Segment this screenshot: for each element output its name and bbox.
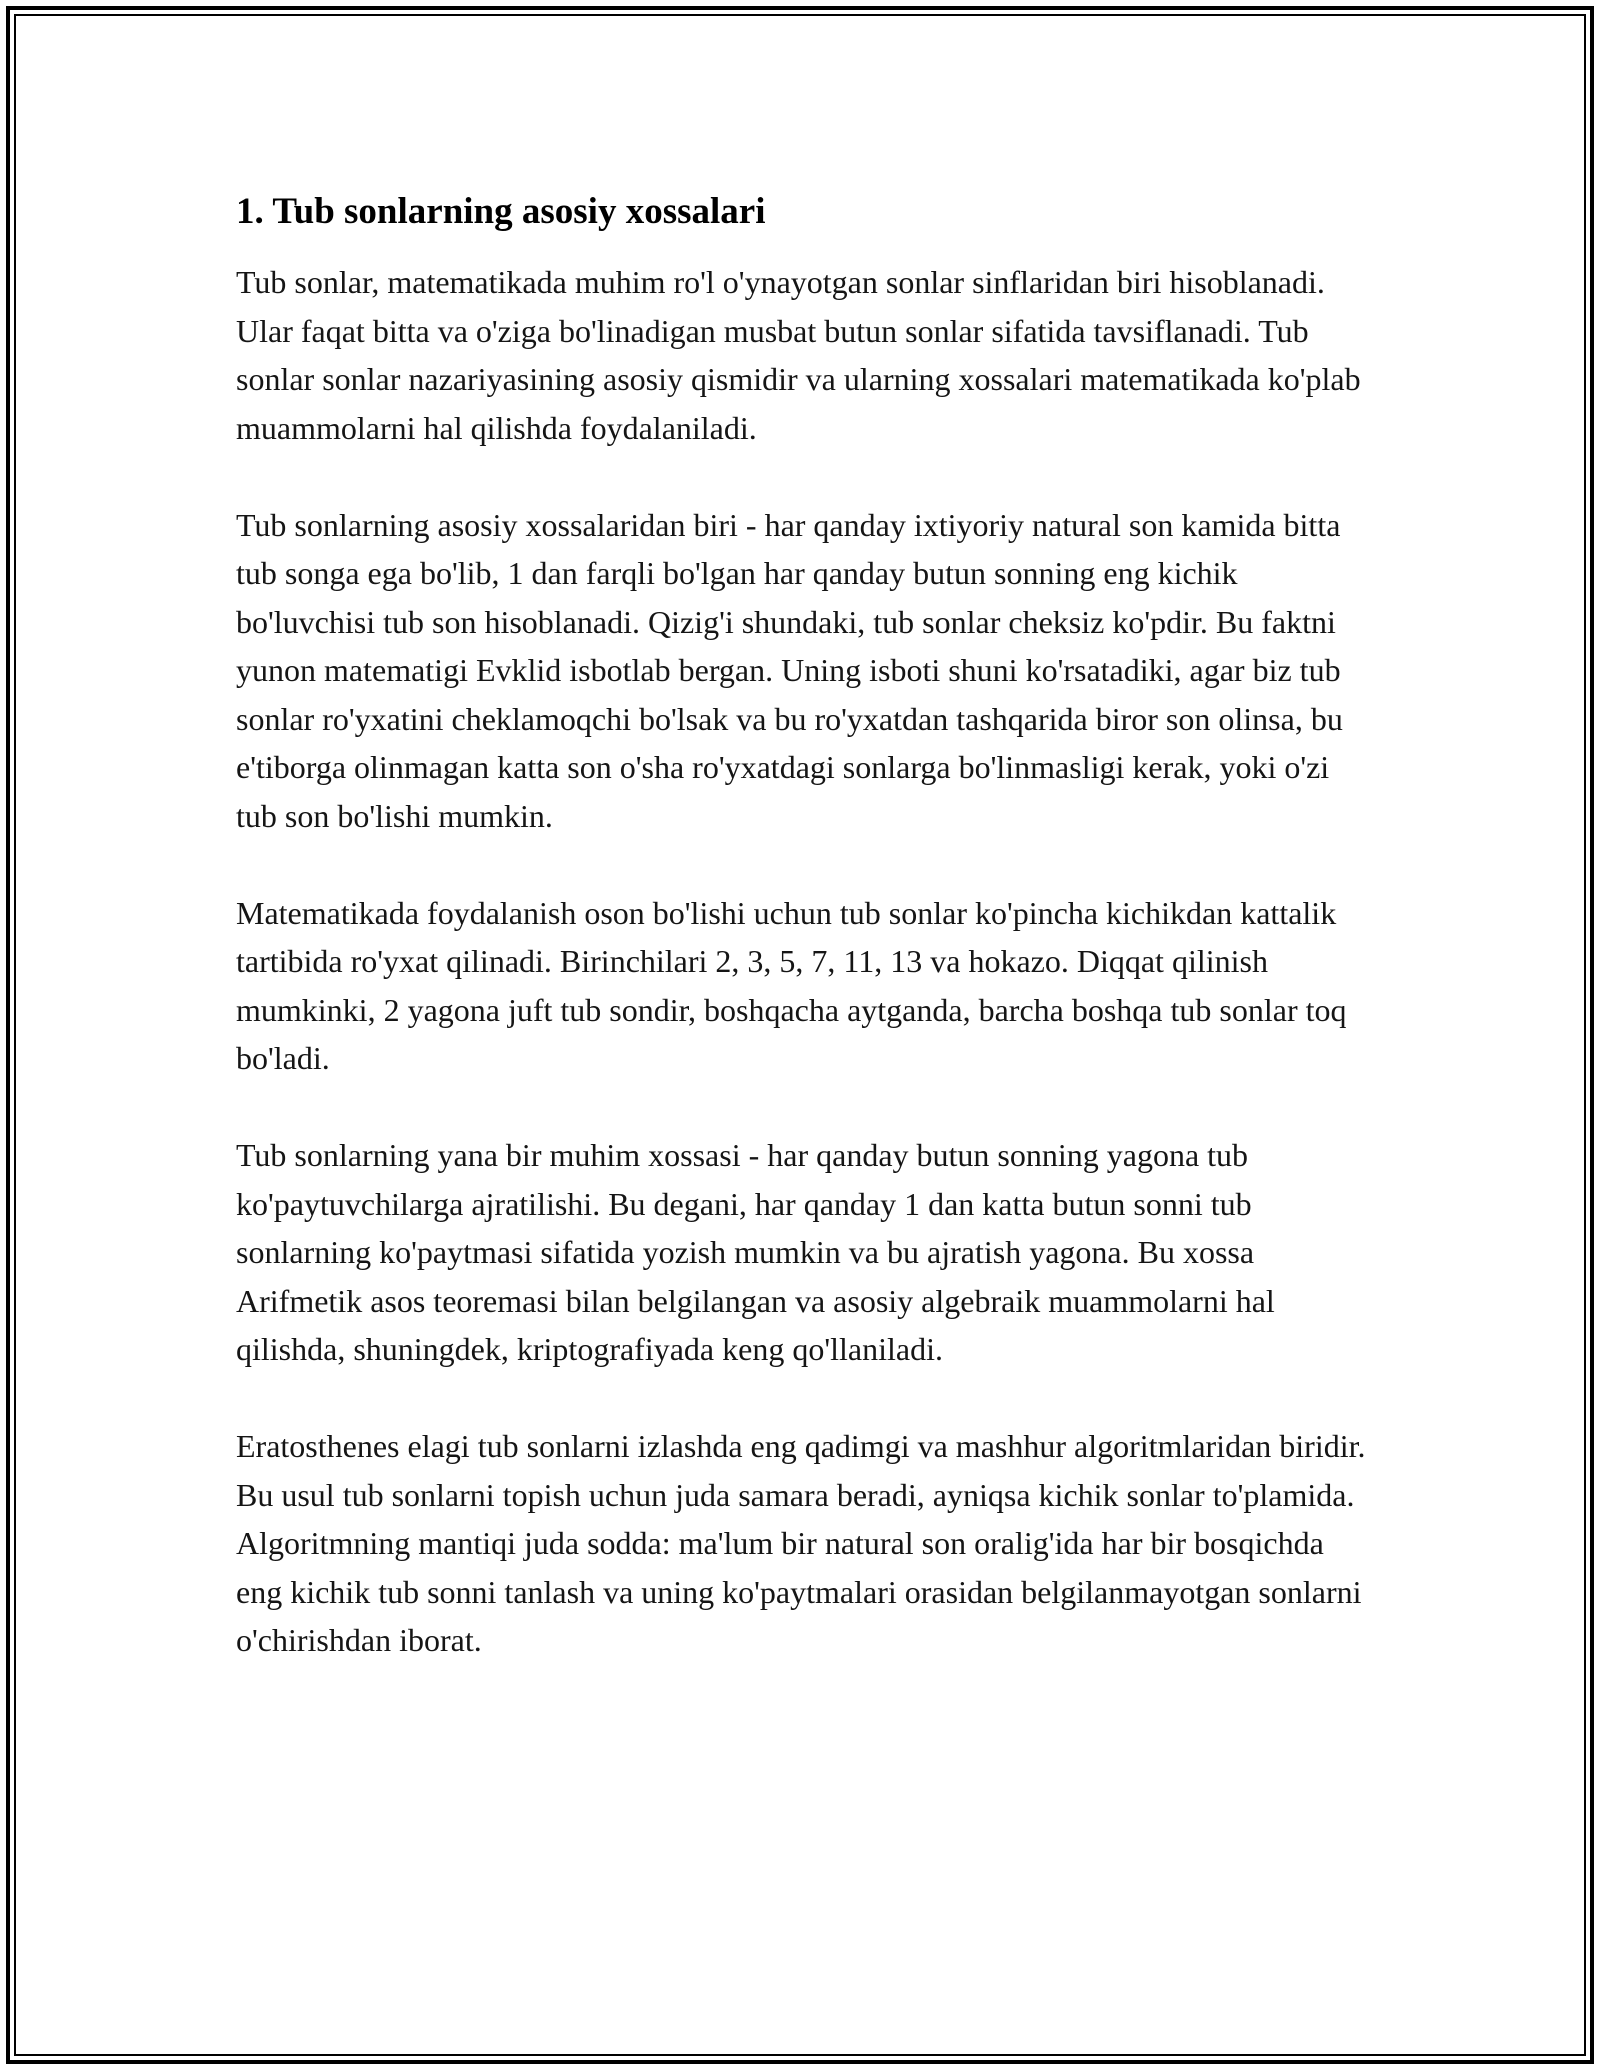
paragraph-prime-list: Matematikada foydalanish oson bo'lishi uchun tub sonlar ko'pincha kichikdan kattalik tartibida ro'yxat qilinadi. Birinchilari 2, 3, 5, 7, 11, 13 va hokazo. Diqqat qilinish mumkinki, 2 yagona juft tub sondir, boshqacha aytganda, barcha boshqa tub sonlar toq bo'ladi. (236, 894, 1347, 1076)
paragraph-unique-factorization: Tub sonlarning yana bir muhim xossasi - har qanday butun sonning yagona tub ko'paytuvchilarga ajratilishi. Bu degani, har qanday 1 dan katta butun sonni tub sonlarning ko'paytmasi sifatida yozish mumkin va bu ajratish yagona. Bu xossa Arifmetik asos teoremasi bilan belgilangan va asosiy algebraik muammolarni hal qilishda, shuningdek, kriptografiyada keng qo'llaniladi. (236, 1137, 1275, 1367)
section-heading: 1. Tub sonlarning asosiy xossalari (236, 191, 766, 232)
paragraph-prime-definition: Tub sonlar, matematikada muhim ro'l o'ynayotgan sonlar sinflaridan biri hisoblanadi. Ular faqat bitta va o'ziga bo'linadigan musbat butun sonlar sifatida tavsiflanadi. Tub sonlar sonlar nazariyasining asosiy qismidir va ularning xossalari matematikada ko'plab muammolarni hal qilishda foydalaniladi. (236, 264, 1361, 446)
paragraph-sieve-of-eratosthenes: Eratosthenes elagi tub sonlarni izlashda eng qadimgi va mashhur algoritmlaridan biridir. Bu usul tub sonlarni topish uchun juda samara beradi, ayniqsa kichik sonlar to'plamida. Algoritmning mantiqi juda sodda: ma'lum bir natural son oralig'ida har bir bosqichda eng kichik tub sonni tanlash va uning ko'paytmalari orasidan belgilanmayotgan sonlarni o'chirishdan iborat. (236, 1428, 1366, 1658)
paragraph-infinitude-of-primes: Tub sonlarning asosiy xossalaridan biri - har qanday ixtiyoriy natural son kamida bitta tub songa ega bo'lib, 1 dan farqli bo'lgan har qanday butun sonning eng kichik bo'luvchisi tub son hisoblanadi. Qizig'i shundaki, tub sonlar cheksiz ko'pdir. Bu faktni yunon matematigi Evklid isbotlab bergan. Uning isboti shuni ko'rsatadiki, agar biz tub sonlar ro'yxatini cheklamoqchi bo'lsak va bu ro'yxatdan tashqarida biror son olinsa, bu e'tiborga olinmagan katta son o'sha ro'yxatdagi sonlarga bo'linmasligi kerak, yoki o'zi tub son bo'lishi mumkin. (236, 506, 1343, 834)
document-body (236, 188, 1366, 1665)
